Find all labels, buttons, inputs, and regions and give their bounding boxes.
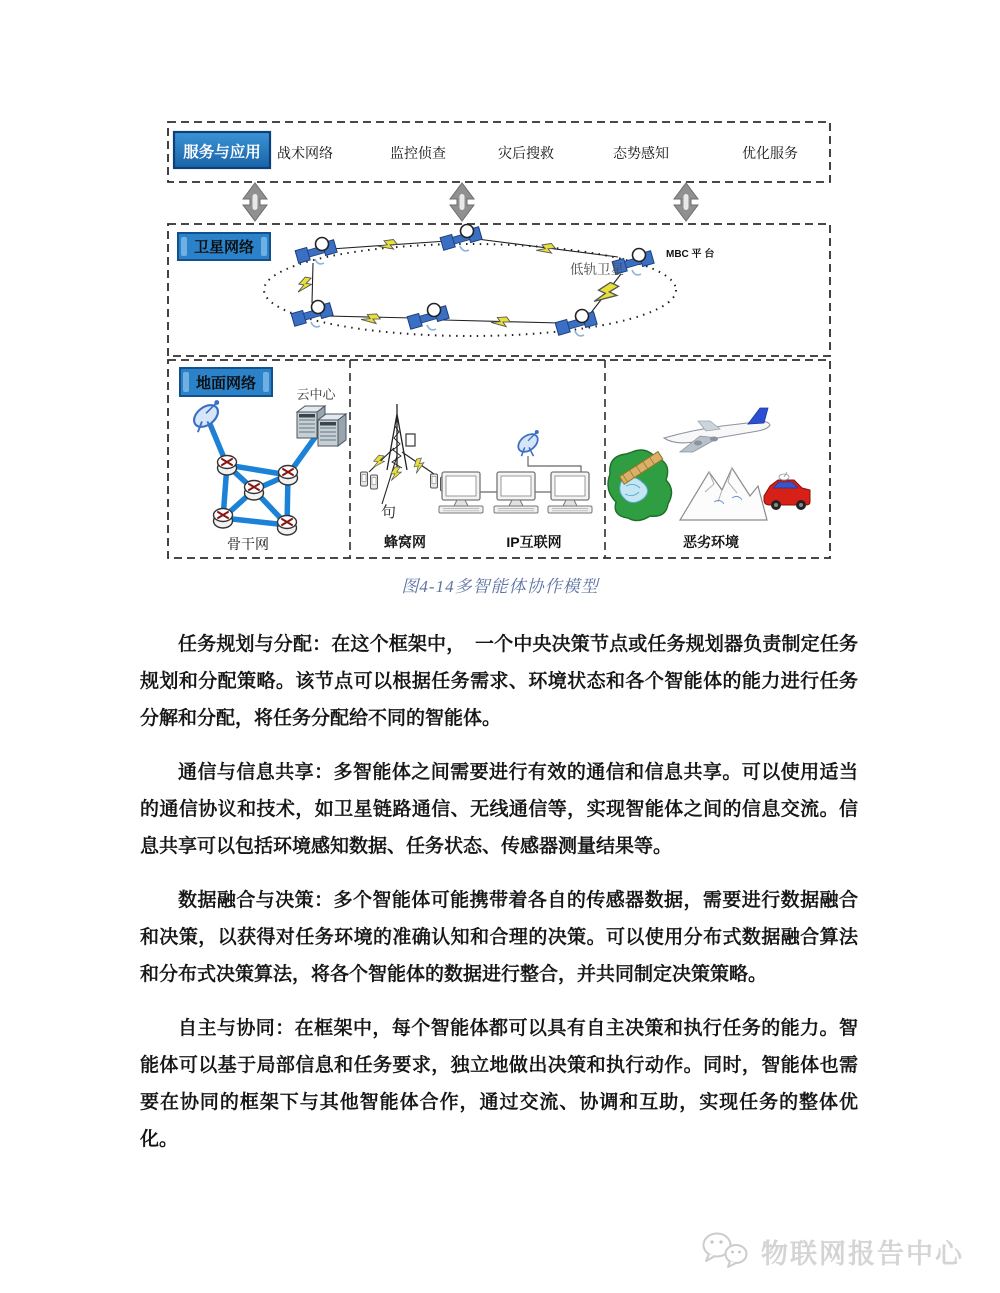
ip-internet-section bbox=[439, 430, 592, 550]
satellite-dish-icon bbox=[190, 400, 222, 432]
orbit-ellipse bbox=[264, 244, 676, 336]
ground-layer-label-box bbox=[180, 368, 272, 396]
satellite-dish-icon bbox=[515, 430, 541, 456]
wechat-icon bbox=[701, 1230, 753, 1272]
router-icon bbox=[279, 466, 298, 486]
satellite-layer-label: 卫星网络 bbox=[193, 239, 255, 256]
service-layer-label: 服务与应用 bbox=[183, 144, 261, 161]
figure-caption: 图4-14多智能体协作模型 bbox=[401, 577, 599, 596]
layer-link-arrows bbox=[243, 183, 698, 221]
lightning-icon bbox=[491, 313, 511, 332]
phone-icon bbox=[431, 474, 438, 488]
cellular-label: 蜂窝网 bbox=[384, 534, 426, 550]
brand-name: 物联网报告中心 bbox=[761, 1238, 964, 1269]
satellite-icon bbox=[291, 301, 333, 327]
satellite-icon bbox=[407, 304, 449, 330]
backbone-section bbox=[190, 387, 346, 552]
paragraph-communication: 通信与信息共享：多智能体之间需要进行有效的通信和信息共享。可以使用适当的通信协议和技术，如卫星链路通信、无线通信等，实现智能体之间的信息交流。信息共享可以包括环境感知数据、任务状态、传感器测量结果等。 bbox=[140, 762, 858, 857]
service-layer bbox=[168, 122, 830, 182]
multi-agent-model-svg bbox=[166, 118, 832, 560]
satellite-icon bbox=[440, 225, 482, 251]
paragraph-autonomy: 自主与协同：在框架中，每个智能体都可以具有自主决策和执行任务的能力。智能体可以基于局部信息和任务要求，独立地做出决策和执行动作。同时，智能体也需要在协同的框架下与其他智能体合作，通过交流、协调和互助，实现任务的整体优化。 bbox=[140, 1018, 858, 1150]
double-arrow-icon bbox=[243, 183, 267, 221]
airplane-icon bbox=[664, 408, 770, 452]
backbone-label: 骨干网 bbox=[227, 536, 269, 552]
lightning-icon bbox=[378, 236, 398, 256]
satellites bbox=[291, 225, 654, 336]
lightning-icon bbox=[361, 310, 381, 329]
computer-icon bbox=[439, 472, 483, 513]
ip-internet-label: IP互联网 bbox=[506, 534, 562, 550]
harsh-environment-label: 恶劣环境 bbox=[683, 534, 739, 550]
brand-watermark bbox=[701, 1230, 964, 1272]
router-icon bbox=[245, 481, 264, 501]
service-item-rescue: 灾后搜救 bbox=[498, 145, 554, 161]
leo-satellite-label: 低轨卫星 bbox=[570, 262, 624, 277]
terrain-globe-icon bbox=[608, 450, 672, 521]
service-item-surveillance: 监控侦查 bbox=[390, 145, 446, 161]
service-item-awareness: 态势感知 bbox=[613, 145, 669, 161]
mbc-platform-label: MBC 平 台 bbox=[666, 249, 715, 260]
phone-icon bbox=[361, 472, 368, 486]
figure-4-14-diagram bbox=[166, 118, 832, 560]
satellite-icon bbox=[295, 238, 337, 264]
ground-layer-label: 地面网络 bbox=[195, 375, 257, 392]
satellite-layer bbox=[168, 224, 830, 356]
cloud-center-label: 云中心 bbox=[296, 387, 336, 402]
router-icon bbox=[214, 509, 233, 529]
lightning-icon bbox=[536, 240, 556, 260]
computer-icon bbox=[548, 472, 592, 513]
cellular-section bbox=[361, 404, 448, 550]
paragraph-task-planning: 任务规划与分配：在这个框架中， 一个中央决策节点或任务规划器负责制定任务规划和分配策略。该节点可以根据任务需求、环境状态和各个智能体的能力进行任务分解和分配，将任务分配给不同的智能体。 bbox=[140, 634, 858, 729]
computer-icon bbox=[494, 472, 538, 513]
harsh-environment-section bbox=[608, 408, 810, 550]
mountains-icon bbox=[680, 468, 767, 520]
phone-icon bbox=[371, 475, 378, 489]
service-item-tactical: 战术网络 bbox=[277, 145, 333, 161]
cell-tower-icon bbox=[387, 404, 415, 470]
server-rack-icon bbox=[318, 414, 346, 446]
router-icon bbox=[218, 456, 237, 476]
double-arrow-icon bbox=[674, 183, 698, 221]
satellite-icon bbox=[555, 310, 597, 336]
router-icon bbox=[278, 516, 297, 536]
paragraph-data-fusion: 数据融合与决策：多个智能体可能携带着各自的传感器数据，需要进行数据融合和决策，以获得对任务环境的准确认知和合理的决策。可以使用分布式数据融合算法和分布式决策算法，将各个智能体的数据进行整合，并共同制定决策策略。 bbox=[140, 890, 858, 985]
body-text bbox=[140, 626, 858, 1175]
double-arrow-icon bbox=[450, 183, 474, 221]
cellular-note: 句 bbox=[381, 504, 397, 521]
cell-bolts bbox=[372, 454, 426, 480]
lightning-icon bbox=[372, 454, 385, 469]
ground-layer bbox=[168, 360, 830, 558]
service-item-optimize: 优化服务 bbox=[742, 145, 798, 161]
satellite-layer-label-box bbox=[178, 233, 270, 260]
lightning-icon bbox=[298, 276, 313, 294]
car-icon bbox=[764, 472, 810, 510]
